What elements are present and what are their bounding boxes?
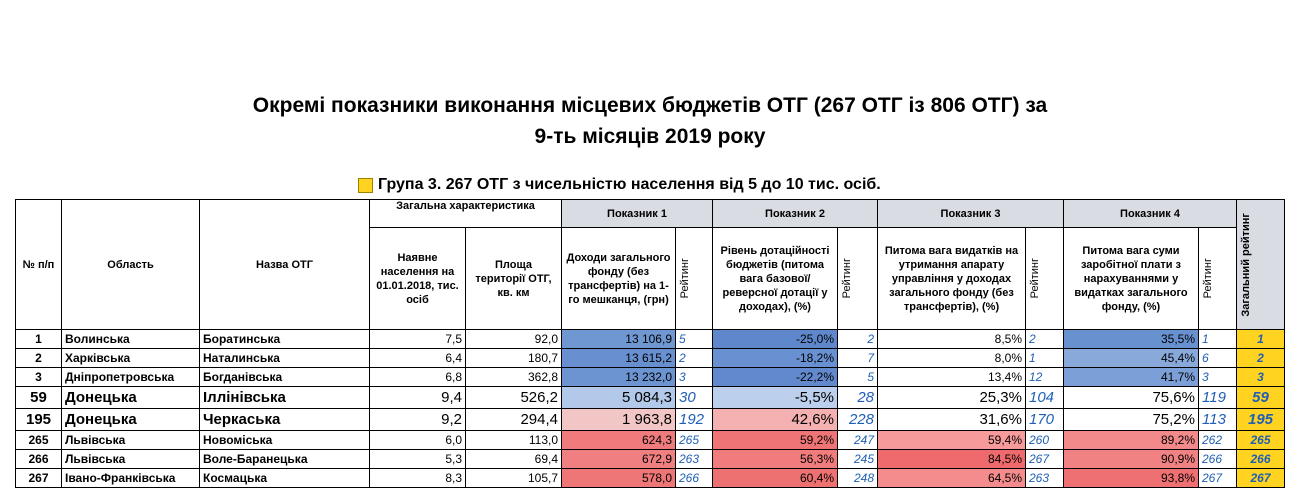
table-row	[16, 469, 1285, 488]
row-rank-4: 113	[1199, 409, 1237, 431]
row-indicator-2: 60,4%	[713, 469, 838, 488]
row-oblast: Дніпропетровська	[62, 368, 200, 387]
row-area: 92,0	[466, 330, 562, 349]
header-indicator-4: Показник 4	[1064, 200, 1237, 228]
row-total-rank: 1	[1237, 330, 1285, 349]
row-indicator-4: 90,9%	[1064, 450, 1199, 469]
row-population: 9,4	[370, 387, 466, 409]
header-rank-1: Рейтинг	[679, 258, 691, 299]
row-num: 265	[16, 431, 62, 450]
row-rank-3: 170	[1026, 409, 1064, 431]
row-indicator-3: 25,3%	[878, 387, 1026, 409]
table-row	[16, 387, 1285, 409]
row-rank-3: 12	[1026, 368, 1064, 387]
row-rank-2: 247	[838, 431, 878, 450]
header-ind2-desc: Рівень дотаційності бюджетів (питома вага базової/ реверсної дотації у доходах), (%)	[713, 228, 838, 330]
row-oblast: Волинська	[62, 330, 200, 349]
row-name: Воле-Баранецька	[200, 450, 370, 469]
row-rank-2: 28	[838, 387, 878, 409]
row-name: Космацька	[200, 469, 370, 488]
group-subtitle	[358, 176, 881, 194]
row-indicator-1: 1 963,8	[562, 409, 676, 431]
row-indicator-1: 578,0	[562, 469, 676, 488]
row-rank-2: 228	[838, 409, 878, 431]
row-name: Черкаська	[200, 409, 370, 431]
row-indicator-3: 8,5%	[878, 330, 1026, 349]
header-rank-3: Рейтинг	[1029, 258, 1041, 299]
row-rank-4: 1	[1199, 330, 1237, 349]
row-population: 7,5	[370, 330, 466, 349]
header-rank-3-cell	[1026, 228, 1064, 330]
row-indicator-4: 93,8%	[1064, 469, 1199, 488]
row-population: 5,3	[370, 450, 466, 469]
row-rank-3: 1	[1026, 349, 1064, 368]
row-name: Боратинська	[200, 330, 370, 349]
header-total-rank: Загальний рейтинг	[1240, 212, 1252, 317]
row-oblast: Львівська	[62, 450, 200, 469]
row-rank-3: 104	[1026, 387, 1064, 409]
row-indicator-2: 42,6%	[713, 409, 838, 431]
row-total-rank: 266	[1237, 450, 1285, 469]
row-indicator-4: 45,4%	[1064, 349, 1199, 368]
row-indicator-2: 56,3%	[713, 450, 838, 469]
row-indicator-2: -5,5%	[713, 387, 838, 409]
header-indicator-3: Показник 3	[878, 200, 1064, 228]
header-ind4-desc: Питома вага суми заробітної плати з нарахуваннями у видатках загального фонду, (%)	[1064, 228, 1199, 330]
row-rank-3: 2	[1026, 330, 1064, 349]
header-population: Наявне населення на 01.01.2018, тис. осіб	[370, 228, 466, 330]
row-rank-1: 192	[676, 409, 713, 431]
row-indicator-3: 59,4%	[878, 431, 1026, 450]
row-rank-4: 119	[1199, 387, 1237, 409]
row-population: 8,3	[370, 469, 466, 488]
row-rank-2: 2	[838, 330, 878, 349]
row-indicator-4: 35,5%	[1064, 330, 1199, 349]
row-indicator-4: 41,7%	[1064, 368, 1199, 387]
row-area: 113,0	[466, 431, 562, 450]
header-rank-1-cell	[676, 228, 713, 330]
row-rank-4: 266	[1199, 450, 1237, 469]
header-ind3-desc: Питома вага видатків на утримання апарату управління у доходах загального фонду (без трансфертів), (%)	[878, 228, 1026, 330]
row-rank-1: 5	[676, 330, 713, 349]
row-indicator-3: 84,5%	[878, 450, 1026, 469]
row-rank-1: 265	[676, 431, 713, 450]
title-line-1: Окремі показники виконання місцевих бюджетів ОТГ (267 ОТГ із 806 ОТГ) за	[252, 94, 1048, 117]
header-indicator-2: Показник 2	[713, 200, 878, 228]
row-total-rank: 3	[1237, 368, 1285, 387]
header-num: № п/п	[16, 200, 62, 330]
row-rank-2: 5	[838, 368, 878, 387]
row-rank-3: 260	[1026, 431, 1064, 450]
otg-table	[15, 199, 1285, 488]
row-num: 195	[16, 409, 62, 431]
row-name: Новомiська	[200, 431, 370, 450]
header-total-rank-cell	[1237, 200, 1285, 330]
row-num: 59	[16, 387, 62, 409]
row-rank-1: 2	[676, 349, 713, 368]
row-total-rank: 195	[1237, 409, 1285, 431]
header-oblast: Область	[62, 200, 200, 330]
page-title	[0, 90, 1300, 152]
row-indicator-3: 31,6%	[878, 409, 1026, 431]
header-rank-4: Рейтинг	[1202, 258, 1214, 299]
header-general: Загальна характеристика	[370, 200, 562, 228]
row-area: 180,7	[466, 349, 562, 368]
row-rank-1: 3	[676, 368, 713, 387]
row-area: 294,4	[466, 409, 562, 431]
row-rank-4: 267	[1199, 469, 1237, 488]
row-name: Богданівська	[200, 368, 370, 387]
header-ind1-desc: Доходи загального фонду (без трансфертів) на 1-го мешканця, (грн)	[562, 228, 676, 330]
row-rank-3: 263	[1026, 469, 1064, 488]
header-indicator-1: Показник 1	[562, 200, 713, 228]
row-population: 9,2	[370, 409, 466, 431]
row-rank-2: 248	[838, 469, 878, 488]
header-rank-2-cell	[838, 228, 878, 330]
row-rank-2: 7	[838, 349, 878, 368]
table-row	[16, 431, 1285, 450]
row-population: 6,4	[370, 349, 466, 368]
row-indicator-4: 75,2%	[1064, 409, 1199, 431]
row-num: 1	[16, 330, 62, 349]
row-total-rank: 267	[1237, 469, 1285, 488]
row-indicator-2: 59,2%	[713, 431, 838, 450]
header-name: Назва ОТГ	[200, 200, 370, 330]
table-body	[16, 330, 1285, 488]
row-indicator-1: 13 106,9	[562, 330, 676, 349]
row-rank-1: 263	[676, 450, 713, 469]
row-total-rank: 2	[1237, 349, 1285, 368]
row-num: 2	[16, 349, 62, 368]
row-area: 69,4	[466, 450, 562, 469]
table-row	[16, 450, 1285, 469]
row-indicator-3: 64,5%	[878, 469, 1026, 488]
row-oblast: Донецька	[62, 387, 200, 409]
row-population: 6,8	[370, 368, 466, 387]
row-num: 267	[16, 469, 62, 488]
row-oblast: Івано-Франківська	[62, 469, 200, 488]
row-name: Наталинська	[200, 349, 370, 368]
row-population: 6,0	[370, 431, 466, 450]
row-indicator-2: -22,2%	[713, 368, 838, 387]
row-area: 105,7	[466, 469, 562, 488]
row-rank-4: 6	[1199, 349, 1237, 368]
row-rank-4: 262	[1199, 431, 1237, 450]
row-indicator-4: 75,6%	[1064, 387, 1199, 409]
row-indicator-1: 5 084,3	[562, 387, 676, 409]
row-indicator-1: 13 232,0	[562, 368, 676, 387]
header-rank-2: Рейтинг	[841, 258, 853, 299]
row-num: 3	[16, 368, 62, 387]
row-total-rank: 265	[1237, 431, 1285, 450]
row-rank-2: 245	[838, 450, 878, 469]
header-rank-4-cell	[1199, 228, 1237, 330]
table-row	[16, 368, 1285, 387]
table-row	[16, 349, 1285, 368]
table-row	[16, 409, 1285, 431]
row-name: Іллінівська	[200, 387, 370, 409]
row-area: 362,8	[466, 368, 562, 387]
header-area: Площа території ОТГ, кв. км	[466, 228, 562, 330]
row-total-rank: 59	[1237, 387, 1285, 409]
row-indicator-3: 13,4%	[878, 368, 1026, 387]
row-rank-3: 267	[1026, 450, 1064, 469]
group-square-icon	[358, 178, 373, 193]
row-rank-1: 30	[676, 387, 713, 409]
title-line-2: 9-ть місяців 2019 року	[534, 125, 766, 148]
row-indicator-1: 13 615,2	[562, 349, 676, 368]
row-area: 526,2	[466, 387, 562, 409]
row-rank-1: 266	[676, 469, 713, 488]
row-oblast: Донецька	[62, 409, 200, 431]
row-indicator-1: 624,3	[562, 431, 676, 450]
row-oblast: Львівська	[62, 431, 200, 450]
row-indicator-2: -25,0%	[713, 330, 838, 349]
row-indicator-3: 8,0%	[878, 349, 1026, 368]
row-indicator-2: -18,2%	[713, 349, 838, 368]
row-num: 266	[16, 450, 62, 469]
row-indicator-4: 89,2%	[1064, 431, 1199, 450]
row-oblast: Харківська	[62, 349, 200, 368]
row-rank-4: 3	[1199, 368, 1237, 387]
row-indicator-1: 672,9	[562, 450, 676, 469]
table-row	[16, 330, 1285, 349]
subtitle-text: Група 3. 267 ОТГ з чисельністю населення від 5 до 10 тис. осіб.	[378, 176, 881, 193]
